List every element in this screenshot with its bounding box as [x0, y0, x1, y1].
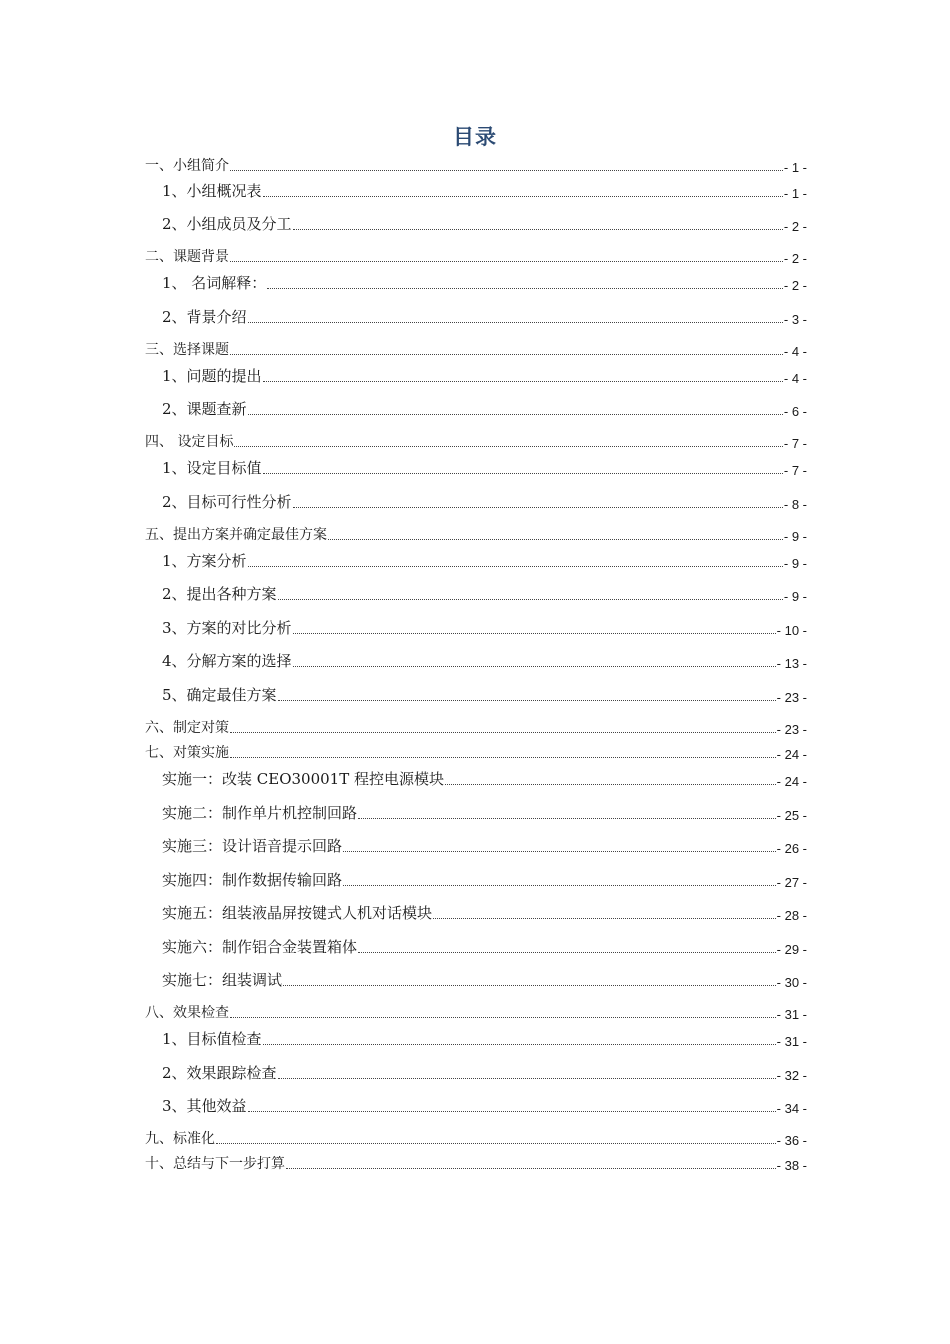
toc-page-number: - 9 - — [783, 529, 807, 544]
toc-entry-title: 实施四：制作数据传输回路 — [162, 871, 343, 889]
toc-section-entry[interactable] — [145, 744, 807, 762]
toc-page-number: - 27 - — [776, 875, 807, 890]
toc-page-number: - 24 - — [776, 774, 807, 789]
toc-dot-leader — [248, 1111, 776, 1112]
toc-dot-leader — [283, 985, 776, 986]
toc-page-number: - 7 - — [783, 436, 807, 451]
toc-section-entry[interactable] — [145, 719, 807, 737]
toc-subsection-entry[interactable] — [145, 1063, 807, 1083]
toc-dot-leader — [263, 381, 783, 382]
toc-entry-title: 二、课题背景 — [145, 249, 229, 265]
table-of-contents — [145, 0, 807, 1344]
toc-section-entry[interactable] — [145, 1155, 807, 1173]
toc-dot-leader — [293, 229, 783, 230]
toc-entry-title: 1、 名词解释： — [162, 274, 267, 292]
toc-entry-title: 1、设定目标值 — [162, 459, 262, 477]
toc-entry-title: 八、效果检查 — [145, 1005, 229, 1021]
toc-entry-title: 实施七：组装调试 — [162, 971, 283, 989]
toc-subsection-entry[interactable] — [145, 492, 807, 512]
toc-page-number: - 7 - — [783, 463, 807, 478]
toc-entry-title: 七、对策实施 — [145, 745, 229, 761]
toc-subsection-entry[interactable] — [145, 181, 807, 201]
toc-entry-title: 三、选择课题 — [145, 342, 229, 358]
toc-dot-leader — [293, 666, 776, 667]
toc-dot-leader — [278, 599, 783, 600]
toc-section-entry[interactable] — [145, 341, 807, 359]
toc-page-number: - 31 - — [776, 1007, 807, 1022]
toc-section-entry[interactable] — [145, 1130, 807, 1148]
toc-subsection-entry[interactable] — [145, 1029, 807, 1049]
toc-page-number: - 23 - — [776, 690, 807, 705]
toc-page-number: - 32 - — [776, 1068, 807, 1083]
toc-page-number: - 1 - — [783, 186, 807, 201]
toc-dot-leader — [267, 288, 783, 289]
toc-dot-leader — [293, 507, 783, 508]
toc-dot-leader — [263, 473, 783, 474]
toc-dot-leader — [433, 918, 776, 919]
toc-entry-title: 2、小组成员及分工 — [162, 215, 292, 233]
toc-page-number: - 1 - — [783, 160, 807, 175]
toc-page-number: - 10 - — [776, 623, 807, 638]
toc-subsection-entry[interactable] — [145, 366, 807, 386]
toc-dot-leader — [286, 1168, 776, 1169]
toc-dot-leader — [278, 700, 776, 701]
toc-dot-leader — [230, 170, 783, 171]
toc-dot-leader — [230, 1017, 776, 1018]
toc-dot-leader — [234, 446, 782, 447]
toc-dot-leader — [293, 633, 776, 634]
toc-dot-leader — [263, 196, 783, 197]
toc-entry-title: 1、问题的提出 — [162, 367, 262, 385]
toc-page-number: - 29 - — [776, 942, 807, 957]
toc-entry-title: 2、提出各种方案 — [162, 585, 277, 603]
toc-section-entry[interactable] — [145, 1004, 807, 1022]
toc-section-entry[interactable] — [145, 526, 807, 544]
toc-dot-leader — [230, 732, 776, 733]
toc-subsection-entry[interactable] — [145, 685, 807, 705]
toc-dot-leader — [230, 757, 776, 758]
toc-entry-title: 实施二：制作单片机控制回路 — [162, 804, 358, 822]
toc-entry-title: 2、效果跟踪检查 — [162, 1064, 277, 1082]
toc-entry-title: 5、确定最佳方案 — [162, 686, 277, 704]
toc-subsection-entry[interactable] — [145, 307, 807, 327]
toc-entry-title: 2、目标可行性分析 — [162, 493, 292, 511]
toc-dot-leader — [343, 851, 776, 852]
toc-entry-title: 实施五：组装液晶屏按键式人机对话模块 — [162, 904, 433, 922]
toc-page-number: - 13 - — [776, 656, 807, 671]
toc-entry-title: 2、课题查新 — [162, 400, 247, 418]
toc-subsection-entry[interactable] — [145, 551, 807, 571]
toc-title: 目录 — [453, 125, 497, 149]
toc-subsection-entry[interactable] — [145, 803, 807, 823]
toc-section-entry[interactable] — [145, 248, 807, 266]
toc-entry-title: 十、总结与下一步打算 — [145, 1156, 285, 1172]
toc-entry-title: 九、标准化 — [145, 1131, 215, 1147]
toc-dot-leader — [230, 354, 783, 355]
toc-subsection-entry[interactable] — [145, 399, 807, 419]
toc-entry-title: 2、背景介绍 — [162, 308, 247, 326]
toc-entry-title: 1、目标值检查 — [162, 1030, 262, 1048]
toc-dot-leader — [328, 539, 783, 540]
toc-dot-leader — [445, 784, 776, 785]
toc-page-number: - 9 - — [783, 556, 807, 571]
toc-subsection-entry[interactable] — [145, 769, 807, 789]
toc-dot-leader — [278, 1078, 776, 1079]
toc-page-number: - 24 - — [776, 747, 807, 762]
toc-dot-leader — [216, 1143, 776, 1144]
toc-entry-title: 3、其他效益 — [162, 1097, 247, 1115]
toc-dot-leader — [358, 818, 776, 819]
toc-entry-title: 1、小组概况表 — [162, 182, 262, 200]
toc-page-number: - 30 - — [776, 975, 807, 990]
toc-entry-title: 3、方案的对比分析 — [162, 619, 292, 637]
toc-page-number: - 26 - — [776, 841, 807, 856]
toc-entry-title: 1、方案分析 — [162, 552, 247, 570]
toc-page-number: - 23 - — [776, 722, 807, 737]
toc-page-number: - 4 - — [783, 344, 807, 359]
toc-page-number: - 36 - — [776, 1133, 807, 1148]
toc-dot-leader — [358, 952, 776, 953]
toc-subsection-entry[interactable] — [145, 970, 807, 990]
toc-subsection-entry[interactable] — [145, 836, 807, 856]
toc-page-number: - 34 - — [776, 1101, 807, 1116]
toc-page-number: - 6 - — [783, 404, 807, 419]
toc-entry-title: 六、制定对策 — [145, 720, 229, 736]
toc-page-number: - 2 - — [783, 251, 807, 266]
toc-page-number: - 28 - — [776, 908, 807, 923]
toc-page-number: - 38 - — [776, 1158, 807, 1173]
toc-entry-title: 五、提出方案并确定最佳方案 — [145, 527, 327, 543]
toc-entry-title: 实施三：设计语音提示回路 — [162, 837, 343, 855]
toc-entry-title: 实施一：改装 CEO30001T 程控电源模块 — [162, 770, 444, 788]
toc-dot-leader — [248, 414, 783, 415]
toc-subsection-entry[interactable] — [145, 458, 807, 478]
toc-page-number: - 4 - — [783, 371, 807, 386]
toc-entry-title: 4、分解方案的选择 — [162, 652, 292, 670]
toc-entry-title: 四、 设定目标 — [145, 434, 234, 450]
toc-subsection-entry[interactable] — [145, 273, 807, 293]
toc-page-number: - 9 - — [783, 589, 807, 604]
toc-section-entry[interactable] — [145, 433, 807, 451]
toc-subsection-entry[interactable] — [145, 1096, 807, 1116]
toc-page-number: - 2 - — [783, 219, 807, 234]
toc-page-number: - 3 - — [783, 312, 807, 327]
toc-section-entry[interactable] — [145, 157, 807, 175]
toc-entry-title: 实施六：制作铝合金装置箱体 — [162, 938, 358, 956]
toc-dot-leader — [248, 566, 783, 567]
toc-page-number: - 2 - — [783, 278, 807, 293]
toc-subsection-entry[interactable] — [145, 651, 807, 671]
toc-subsection-entry[interactable] — [145, 870, 807, 890]
toc-dot-leader — [263, 1044, 776, 1045]
toc-subsection-entry[interactable] — [145, 584, 807, 604]
toc-dot-leader — [343, 885, 776, 886]
toc-dot-leader — [248, 322, 783, 323]
toc-subsection-entry[interactable] — [145, 903, 807, 923]
toc-entry-title: 一、小组简介 — [145, 158, 229, 174]
toc-dot-leader — [230, 261, 783, 262]
toc-subsection-entry[interactable] — [145, 937, 807, 957]
toc-subsection-entry[interactable] — [145, 618, 807, 638]
toc-subsection-entry[interactable] — [145, 214, 807, 234]
toc-page-number: - 31 - — [776, 1034, 807, 1049]
toc-page-number: - 25 - — [776, 808, 807, 823]
toc-page-number: - 8 - — [783, 497, 807, 512]
